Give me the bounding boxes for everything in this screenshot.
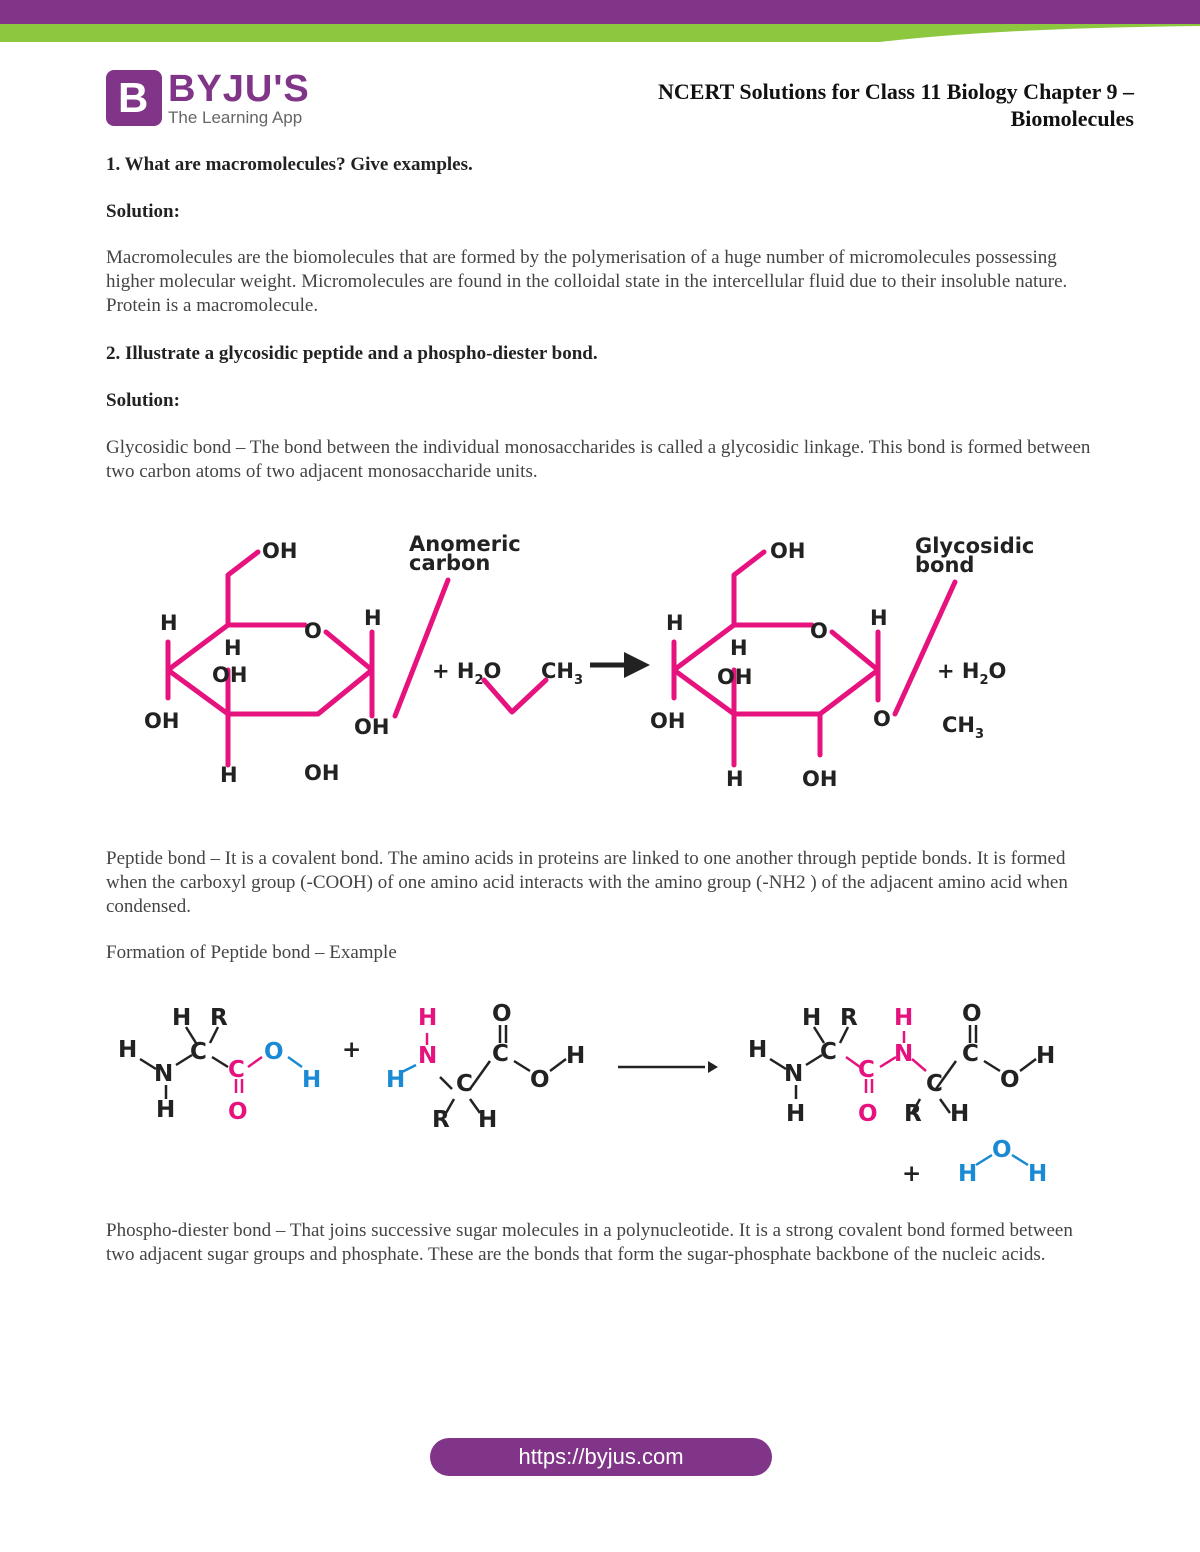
glyco-right-oh-left: OH [650,709,686,733]
glyco-left-oh-bottom: OH [304,761,340,785]
glyco-left-oh-top: OH [262,539,298,563]
pep-a1-c-alpha: C [190,1039,207,1065]
question-1: 1. What are macromolecules? Give examples. [106,154,473,175]
water-h-left: H [958,1161,978,1187]
pep-a1-h-left: H [118,1037,138,1063]
pep-a2-h-top: H [418,1005,438,1031]
footer-url-link[interactable]: https://byjus.com [430,1438,772,1476]
glyco-left-h1: H [160,611,178,635]
page-title-line2: Biomolecules [1010,106,1134,131]
glyco-right-oh-top: OH [770,539,806,563]
logo-name: BYJU'S [168,68,310,110]
glyco-left-oh-right: OH [354,715,390,739]
pep-a1-c-carboxyl: C [228,1057,245,1083]
pep-p-c-alpha: C [820,1039,837,1065]
pep-a2-r: R [432,1107,450,1133]
water-o: O [992,1137,1012,1163]
ch3-left: $CH_3$ [541,659,584,688]
glyco-right-ring-o: O [810,619,828,643]
glyco-right-h3: H [870,606,888,630]
pep-a1-h-hydroxyl: H [302,1067,322,1093]
plus-h2o-right: + $H_2O$ [937,659,1007,688]
solution-1-text: Macromolecules are the biomolecules that are formed by the polymerisation of a huge number of micromolecules possessing higher molecular weight. Micromolecules are found in the colloidal state in the intercellular fluid due to their insoluble nature. Protein is a macromolecule. [106,247,1068,316]
pep-p-o-top: O [962,1001,982,1027]
glyco-right-oh-bottom: OH [802,767,838,791]
pep-p-r2: R [904,1101,922,1127]
pep-a2-o: O [530,1067,550,1093]
glyco-left-h3: H [364,606,382,630]
water-h-right: H [1028,1161,1048,1187]
pep-p-c-peptide: C [858,1057,875,1083]
pep-a2-h-right: H [566,1043,586,1069]
pep-p-r: R [840,1005,858,1031]
peptide-bond-diagram [0,995,1200,1195]
pep-p-h-bottom2: H [950,1101,970,1127]
logo-mark: B [106,70,162,126]
glyco-right-bridge-o: O [873,707,891,731]
byjus-logo[interactable] [106,70,316,130]
pep-a1-h-bottom: H [156,1097,176,1123]
glycosidic-label-line1: Glycosidic [915,534,1035,558]
glyco-left-h2: H [224,636,242,660]
anomeric-label-line1: Anomeric [409,532,521,556]
top-color-bands [0,0,1200,42]
glycosidic-text: Glycosidic bond – The bond between the individual monosaccharides is called a glycosidic linkage. This bond is formed between two carbon atoms of two adjacent monosaccharide units. [106,437,1091,482]
pep-a1-o-hydroxyl: O [264,1039,284,1065]
peptide-text: Peptide bond – It is a covalent bond. The amino acids in proteins are linked to one another through peptide bonds. It is formed when the carboxyl group (-COOH) of one amino acid interacts with the amino group (-NH2 ) of the adjacent amino acid when condensed. [106,848,1068,917]
pep-a2-h-amino: H [386,1067,406,1093]
glyco-right-oh-mid: OH [717,665,753,689]
glyco-right-h1: H [666,611,684,635]
pep-p-h-left: H [748,1037,768,1063]
page-title-line1: NCERT Solutions for Class 11 Biology Chapter 9 – [658,79,1134,104]
pep-a1-o-bottom: O [228,1099,248,1125]
pep-p-n2: N [894,1041,914,1067]
pep-p-h-bottom: H [786,1101,806,1127]
phosphodiester-text: Phospho-diester bond – That joins successive sugar molecules in a polynucleotide. It is a strong covalent bond formed between two adjacent sugar groups and phosphate. These are the bonds that form the sugar-phosphate backbone of the nucleic acids. [106,1220,1073,1265]
pep-a2-c-carboxyl: C [492,1041,509,1067]
pep-a1-n: N [154,1061,174,1087]
peptide-example-label: Formation of Peptide bond – Example [106,942,397,963]
pep-plus-water: + [902,1161,922,1187]
glyco-left-ring-o: O [304,619,322,643]
logo-tagline: The Learning App [168,108,303,127]
glycosidic-bond-diagram [0,520,1200,800]
pep-a2-c-alpha: C [456,1071,473,1097]
pep-p-o: O [1000,1067,1020,1093]
glyco-left-oh-left: OH [144,709,180,733]
pep-a2-n: N [418,1043,438,1069]
pep-p-c-alpha2: C [926,1071,943,1097]
glyco-left-h-bottom: H [220,763,238,787]
pep-p-h-top: H [894,1005,914,1031]
pep-p-h: H [802,1005,822,1031]
question-2: 2. Illustrate a glycosidic peptide and a phospho-diester bond. [106,343,598,364]
page-title [574,78,1134,132]
solution-1-label: Solution: [106,201,180,222]
pep-plus: + [342,1037,362,1063]
glyco-right-h-bottom: H [726,767,744,791]
solution-2-label: Solution: [106,390,180,411]
anomeric-label-line2: carbon [409,551,491,575]
pep-p-h-right: H [1036,1043,1056,1069]
glycosidic-label-line2: bond [915,553,975,577]
ch3-right: $CH_3$ [942,713,985,742]
pep-p-n: N [784,1061,804,1087]
glyco-right-h2: H [730,636,748,660]
pep-p-o-bottom: O [858,1101,878,1127]
glyco-left-oh-mid: OH [212,663,248,687]
pep-a1-h: H [172,1005,192,1031]
pep-p-c-carboxyl: C [962,1041,979,1067]
pep-a1-r: R [210,1005,228,1031]
plus-h2o-left: + $H_2O$ [432,659,502,688]
pep-a2-o-top: O [492,1001,512,1027]
pep-a2-h-bottom: H [478,1107,498,1133]
